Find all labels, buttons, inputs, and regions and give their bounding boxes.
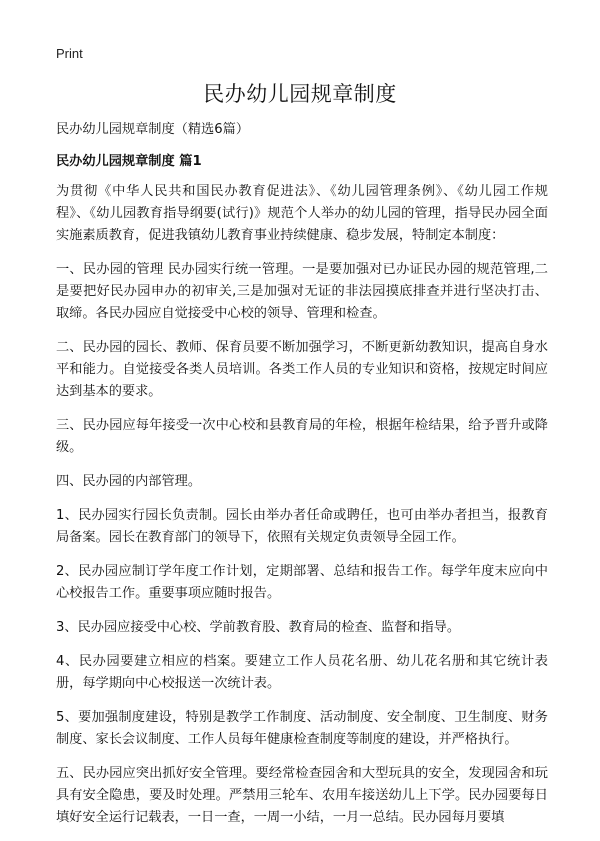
- section-heading: 民办幼儿园规章制度 篇1: [56, 154, 202, 169]
- print-link[interactable]: Print: [56, 46, 83, 61]
- paragraph: 五、民办园应突出抓好安全管理。要经常检查园舍和大型玩具的安全，发现园舍和玩具有安全隐患，要及时处理。严禁用三轮车、农用车接送幼儿上下学。民办园要每日填好安全运行记载表，一日一查，一周一小结，一月一总结。民办园每月要填: [56, 766, 548, 825]
- paragraph: 2、民办园应制订学年度工作计划，定期部署、总结和报告工作。每学年度末应向中心校报告工作。重要事项应随时报告。: [56, 564, 548, 601]
- paragraph: 二、民办园的园长、教师、保育员要不断加强学习，不断更新幼教知识，提高自身水平和能力。自觉接受各类人员培训。各类工作人员的专业知识和资格，按规定时间应达到基本的要求。: [56, 340, 548, 399]
- document-title: 民办幼儿园规章制度: [203, 82, 397, 106]
- document-subtitle: 民办幼儿园规章制度（精选6篇）: [56, 122, 250, 137]
- paragraph: 为贯彻《中华人民共和国民办教育促进法》、《幼儿园管理条例》、《幼儿园工作规程》、《幼儿园教育指导纲要(试行)》规范个人举办的幼儿园的管理，指导民办园全面实施素质教育，促进我镇幼儿教育事业持续健康、稳步发展，特制定本制度：: [56, 184, 548, 243]
- paragraph: 5、要加强制度建设，特别是教学工作制度、活动制度、安全制度、卫生制度、财务制度、家长会议制度、工作人员每年健康检查制度等制度的建设，并严格执行。: [56, 710, 548, 747]
- document-body: [56, 181, 548, 841]
- paragraph: 一、民办园的管理 民办园实行统一管理。一是要加强对已办证民办园的规范管理,二是要把好民办园申办的初审关,三是加强对无证的非法园摸底排查并进行坚决打击、取缔。各民办园应自觉接受中心校的领导、管理和检查。: [56, 262, 548, 321]
- paragraph: 三、民办园应每年接受一次中心校和县教育局的年检，根据年检结果，给予晋升或降级。: [56, 418, 548, 455]
- paragraph: 四、民办园的内部管理。: [56, 474, 202, 489]
- paragraph: 3、民办园应接受中心校、学前教育股、教育局的检查、监督和指导。: [56, 620, 461, 635]
- paragraph: 4、民办园要建立相应的档案。要建立工作人员花名册、幼儿花名册和其它统计表册，每学期向中心校报送一次统计表。: [56, 654, 548, 691]
- paragraph: 1、民办园实行园长负责制。园长由举办者任命或聘任，也可由举办者担当，报教育局备案。园长在教育部门的领导下，依照有关规定负责领导全园工作。: [56, 508, 548, 545]
